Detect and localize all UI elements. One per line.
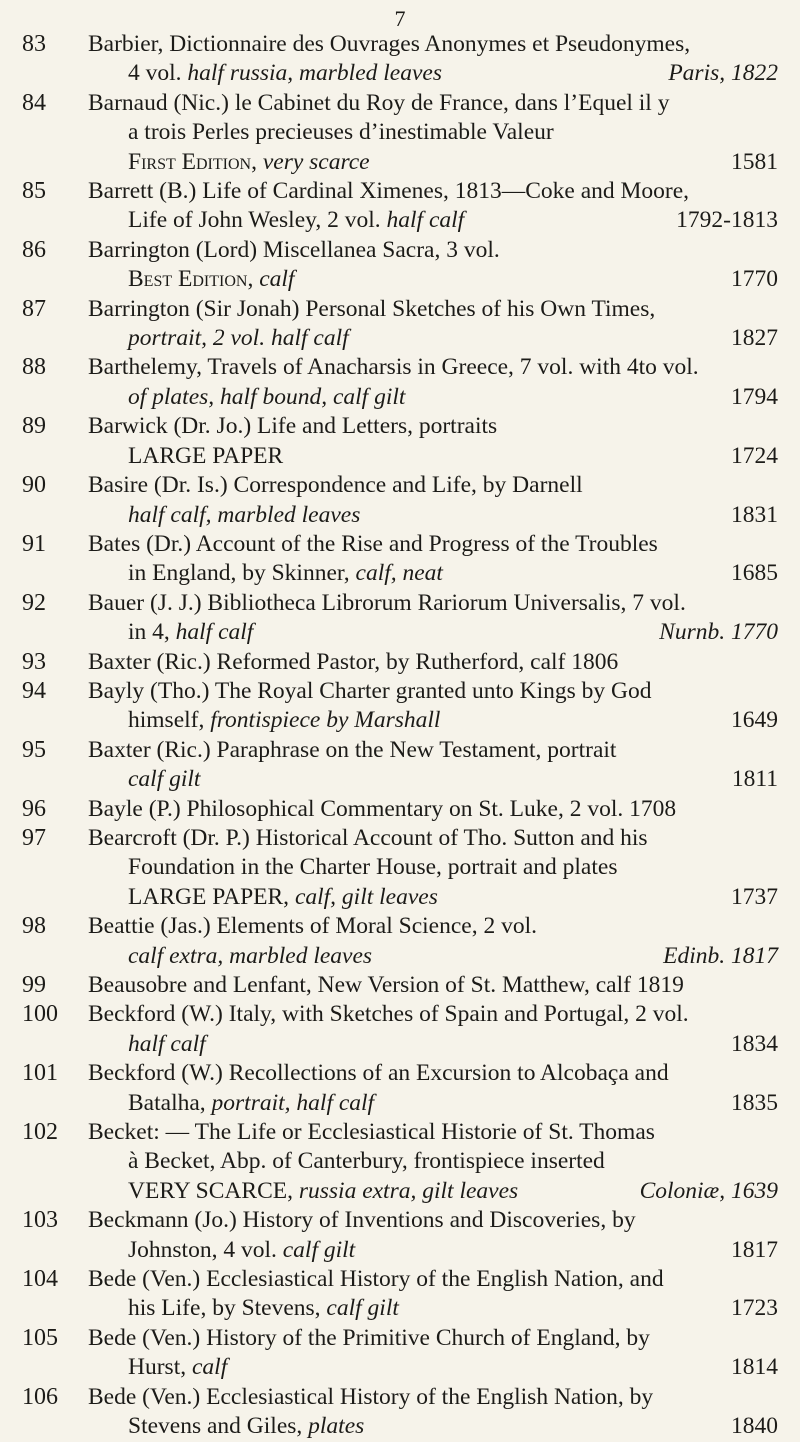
entry-binding: calf, gilt leaves — [294, 883, 438, 910]
entry-date: Coloniæ, 1639 — [639, 1177, 778, 1204]
entry-title: Bayle (P.) Philosophical Commentary on St. Luke, 2 vol. 1708 — [88, 795, 677, 822]
catalogue-entry — [0, 471, 800, 530]
entry-title: Barrington (Sir Jonah) Personal Sketches of his Own Times, — [88, 295, 656, 322]
entry-date: 1811 — [731, 766, 778, 793]
entry-title: Bates (Dr.) Account of the Rise and Progress of the Troubles — [88, 530, 658, 557]
entry-edition: in 4, — [128, 619, 176, 646]
entry-edition: Life of John Wesley, 2 vol. — [128, 207, 387, 234]
catalogue-entry — [0, 1059, 800, 1118]
entry-number: 96 — [22, 795, 46, 822]
entry-binding: plates — [308, 1413, 365, 1440]
entry-number: 83 — [22, 31, 46, 57]
entry-number: 92 — [22, 589, 46, 616]
entry-edition: Hurst, — [128, 1354, 192, 1381]
entry-date: 1817 — [731, 1236, 778, 1263]
entry-binding: calf gilt — [326, 1295, 399, 1322]
entry-title: Baxter (Ric.) Paraphrase on the New Testament, portrait — [88, 736, 617, 763]
entry-title-continued: Foundation in the Charter House, portrait and plates — [128, 854, 618, 881]
entry-date: 1649 — [731, 707, 778, 734]
entry-title: Bauer (J. J.) Bibliotheca Librorum Rariorum Universalis, 7 vol. — [88, 589, 686, 616]
entry-title: Baxter (Ric.) Reformed Pastor, by Rutherford, calf 1806 — [88, 648, 619, 675]
catalogue-entry — [0, 1000, 800, 1059]
catalogue-entry — [0, 236, 800, 295]
entry-number: 102 — [22, 1119, 58, 1146]
entry-date: 1770 — [731, 266, 778, 293]
entry-title: Beckmann (Jo.) History of Inventions and Discoveries, by — [88, 1207, 636, 1234]
entry-edition: Stevens and Giles, — [128, 1413, 309, 1440]
entry-binding: half russia, marbled leaves — [187, 60, 442, 87]
entry-date: 1835 — [731, 1089, 778, 1116]
entry-title: Bearcroft (Dr. P.) Historical Account of Tho. Sutton and his — [88, 824, 648, 851]
catalogue-entry — [0, 736, 800, 795]
entry-date: 1794 — [731, 383, 778, 410]
entry-date: Nurnb. 1770 — [659, 619, 778, 646]
entry-date: Paris, 1822 — [668, 60, 778, 87]
entry-number: 101 — [22, 1060, 58, 1087]
entry-title: Barbier, Dictionnaire des Ouvrages Anonymes et Pseudonymes, — [88, 31, 691, 57]
entry-title-continued: à Becket, Abp. of Canterbury, frontispiece inserted — [128, 1148, 605, 1175]
entry-number: 100 — [22, 1001, 58, 1028]
entry-binding: half calf, marbled leaves — [128, 501, 361, 528]
entry-number: 90 — [22, 472, 46, 499]
entry-title: Bede (Ven.) Ecclesiastical History of the English Nation, by — [88, 1383, 654, 1410]
catalogue-entry — [0, 30, 800, 89]
catalogue-entry — [0, 530, 800, 589]
entry-binding: portrait, 2 vol. half calf — [128, 325, 349, 352]
entry-edition: Batalha, — [128, 1089, 212, 1116]
entry-binding: portrait, half calf — [211, 1089, 375, 1116]
entry-edition: 4 vol. — [128, 60, 188, 87]
entry-edition: himself, — [128, 707, 211, 734]
entry-number: 89 — [22, 413, 46, 440]
catalogue-entry — [0, 1383, 800, 1442]
entry-title: Beckford (W.) Italy, with Sketches of Spain and Portugal, 2 vol. — [88, 1001, 689, 1028]
catalogue-entry — [0, 824, 800, 912]
entry-binding: half calf — [386, 207, 465, 234]
entry-binding: calf, neat — [355, 560, 443, 587]
entry-date: 1827 — [731, 325, 778, 352]
entry-binding: half calf — [128, 1030, 206, 1057]
entry-title: Barwick (Dr. Jo.) Life and Letters, portraits — [88, 413, 498, 440]
entry-title: Barnaud (Nic.) le Cabinet du Roy de France, dans l’Equel il y — [88, 89, 670, 116]
entry-date: 1581 — [731, 148, 778, 175]
entry-binding: frontispiece by Marshall — [210, 707, 441, 734]
entry-date: 1831 — [731, 501, 778, 528]
entry-date: 1737 — [731, 883, 778, 910]
entry-date: 1814 — [731, 1354, 778, 1381]
entry-edition: LARGE PAPER — [128, 442, 284, 469]
entry-binding: calf — [259, 266, 295, 293]
entry-title-continued: a trois Perles precieuses d’inestimable Valeur — [128, 119, 554, 146]
entry-edition: in England, by Skinner, — [128, 560, 356, 587]
entry-number: 87 — [22, 295, 46, 322]
entry-number: 98 — [22, 913, 46, 940]
entry-title: Beausobre and Lenfant, New Version of St. Matthew, calf 1819 — [88, 972, 684, 998]
entry-binding: very scarce — [262, 148, 370, 175]
catalogue-entry — [0, 295, 800, 354]
entry-title: Barrett (B.) Life of Cardinal Ximenes, 1813—Coke and Moore, — [88, 178, 690, 205]
entry-title: Bede (Ven.) History of the Primitive Church of England, by — [88, 1324, 650, 1351]
entry-list — [0, 30, 800, 1442]
catalogue-entry — [0, 177, 800, 236]
entry-edition: Johnston, 4 vol. — [128, 1236, 283, 1263]
catalogue-entry — [0, 353, 800, 412]
entry-number: 94 — [22, 677, 46, 704]
catalogue-entry — [0, 795, 800, 824]
entry-binding: calf extra, marbled leaves — [128, 942, 373, 969]
entry-title: Barrington (Lord) Miscellanea Sacra, 3 vol. — [88, 236, 500, 263]
entry-binding: calf gilt — [128, 766, 201, 793]
page-number: 7 — [394, 6, 406, 31]
entry-number: 93 — [22, 648, 46, 675]
entry-binding: calf — [191, 1354, 228, 1381]
catalogue-entry — [0, 1324, 800, 1383]
entry-number: 106 — [22, 1383, 58, 1410]
entry-number: 86 — [22, 236, 46, 263]
entry-edition: his Life, by Stevens, — [128, 1295, 327, 1322]
entry-number: 95 — [22, 736, 46, 763]
entry-title: Barthelemy, Travels of Anacharsis in Greece, 7 vol. with 4to vol. — [88, 354, 699, 381]
entry-number: 88 — [22, 354, 46, 381]
entry-edition: VERY SCARCE, — [128, 1177, 299, 1204]
catalogue-entry — [0, 677, 800, 736]
catalogue-entry — [0, 1206, 800, 1265]
entry-binding: calf gilt — [282, 1236, 356, 1263]
catalogue-entry — [0, 971, 800, 1000]
entry-number: 84 — [22, 89, 46, 116]
entry-title: Bayly (Tho.) The Royal Charter granted unto Kings by God — [88, 677, 652, 704]
entry-date: 1724 — [731, 442, 778, 469]
entry-date: 1840 — [731, 1413, 778, 1440]
catalogue-entry — [0, 648, 800, 677]
entry-title: Beckford (W.) Recollections of an Excursion to Alcobaça and — [88, 1060, 669, 1087]
entry-number: 105 — [22, 1324, 58, 1351]
catalogue-entry — [0, 1118, 800, 1206]
entry-number: 99 — [22, 972, 46, 998]
entry-binding: russia extra, gilt leaves — [298, 1177, 519, 1204]
entry-number: 104 — [22, 1266, 58, 1293]
entry-date: Edinb. 1817 — [663, 942, 778, 969]
entry-date: 1792-1813 — [676, 207, 778, 234]
entry-number: 85 — [22, 178, 46, 205]
entry-date: 1723 — [731, 1295, 778, 1322]
catalogue-entry — [0, 89, 800, 177]
entry-number: 103 — [22, 1207, 58, 1234]
entry-title: Beattie (Jas.) Elements of Moral Science, 2 vol. — [88, 913, 537, 940]
catalogue-entry — [0, 912, 800, 971]
entry-title: Bede (Ven.) Ecclesiastical History of the English Nation, and — [88, 1266, 664, 1293]
entry-date: 1685 — [731, 560, 778, 587]
entry-binding: half calf — [175, 619, 254, 646]
entry-edition: Best Edition, — [128, 266, 260, 293]
catalogue-entry — [0, 589, 800, 648]
catalogue-entry — [0, 1265, 800, 1324]
entry-date: 1834 — [731, 1030, 778, 1057]
entry-title: Becket: — The Life or Ecclesiastical Historie of St. Thomas — [88, 1119, 655, 1146]
entry-title: Basire (Dr. Is.) Correspondence and Life, by Darnell — [88, 472, 583, 499]
entry-binding: of plates, half bound, calf gilt — [128, 383, 406, 410]
entry-number: 97 — [22, 824, 46, 851]
entry-edition: First Edition, — [128, 148, 263, 175]
entry-number: 91 — [22, 530, 46, 557]
catalogue-entry — [0, 412, 800, 471]
entry-edition: LARGE PAPER, — [128, 883, 295, 910]
